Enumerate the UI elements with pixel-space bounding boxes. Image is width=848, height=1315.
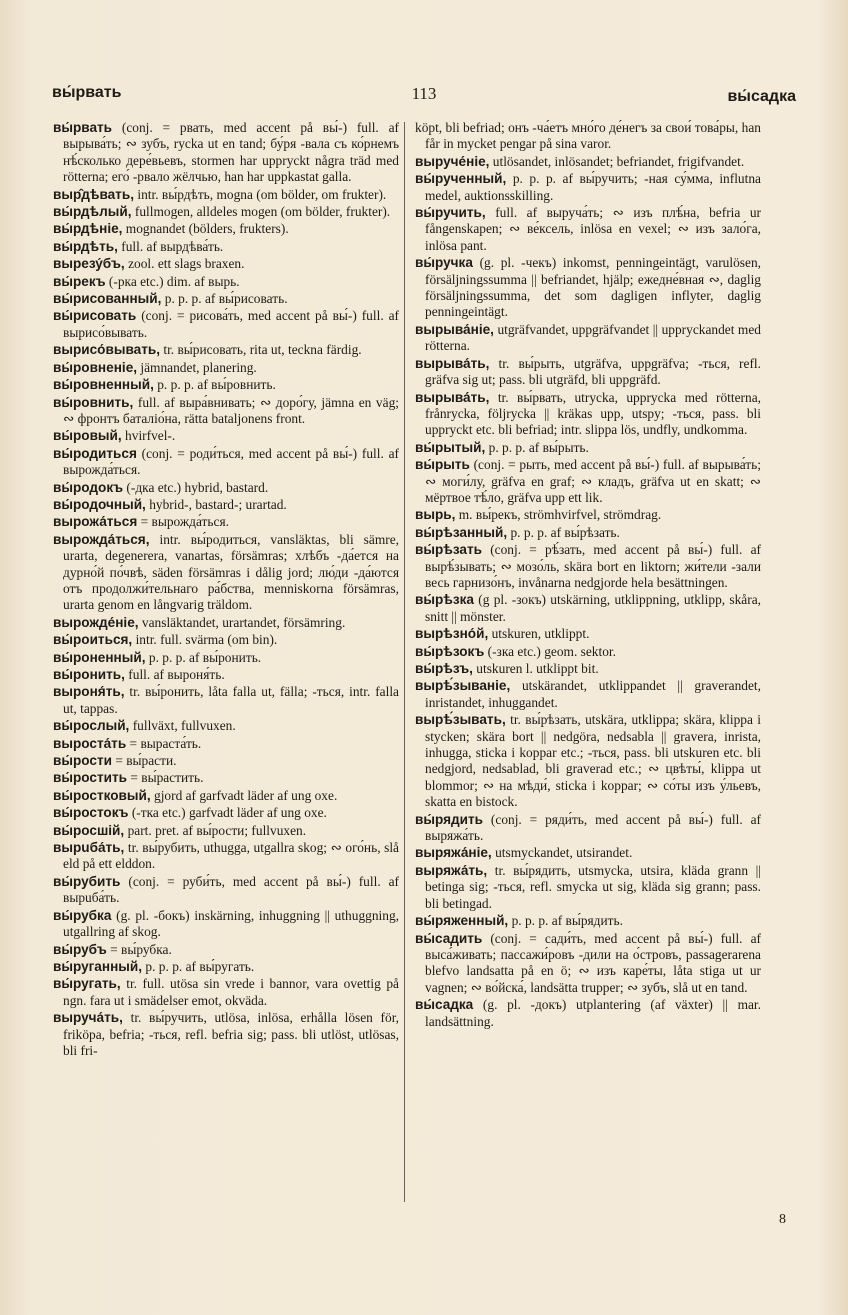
entry-headword: выряжа́ть,: [415, 862, 488, 878]
entry-headword: вы́рядить: [415, 811, 484, 827]
entry-definition: (conj. = роди́ться, med accent på вы́-) full. af вырожда́ться.: [63, 445, 399, 478]
dictionary-entry: [53, 256, 399, 272]
entry-definition: (g. pl. -чекъ) inkomst, penningeintägt, varulösen, försäljningssumma || befriandet, hjälp; ежедне́вная ∾, daglig försäljningssumma, det som dagligen inflyter, daglig penningeintägt.: [425, 255, 761, 320]
entry-headword: вы́ровненный,: [53, 377, 154, 393]
dictionary-entry: [53, 446, 399, 479]
entry-headword: выроста́ть: [53, 735, 127, 751]
entry-headword: вы́рдѣть,: [53, 238, 118, 254]
entry-definition: (-зка etc.) geom. sektor.: [487, 643, 616, 659]
entry-headword: вы́рекъ: [53, 273, 106, 289]
entry-definition: = выраста́ть.: [129, 735, 202, 751]
entry-headword: вы́рубка: [53, 907, 112, 923]
entry-headword: вы́ростокъ: [53, 805, 129, 821]
dictionary-entry: [53, 718, 399, 734]
entry-headword: вы́ровненіе,: [53, 359, 138, 375]
entry-definition: utskuren, utklippt.: [491, 626, 590, 642]
dictionary-entry: [415, 644, 761, 660]
dictionary-entry: [415, 255, 761, 321]
entry-definition: (conj. = руби́ть, med accent på вы́-) full. af вырuба́ть.: [63, 873, 399, 906]
entry-headword: вы́ручить,: [415, 205, 486, 221]
entry-headword: вы́рѣзанный,: [415, 524, 508, 540]
entry-definition: = вырожда́ться.: [140, 514, 229, 530]
dictionary-entry: [415, 171, 761, 204]
entry-headword: вы́рослый,: [53, 718, 130, 734]
entry-definition: full. af выруча́ть; ∾ изъ плѣ́на, befria ur fångenskapen; ∾ ве́ксель, inlösa en vexel; ∾ изъ зало́га, inlösa pant.: [425, 205, 761, 253]
dictionary-entry: [415, 542, 761, 591]
entry-definition: p. p. p. af вы́рѣзать.: [510, 524, 620, 540]
dictionary-entry: [53, 308, 399, 341]
entry-headword: вы́рисовать: [53, 308, 137, 324]
entry-definition: tr. вы́рисовать, rita ut, teckna färdig.: [163, 342, 362, 358]
dictionary-entry: [53, 615, 399, 631]
dictionary-entry: [415, 863, 761, 912]
entry-definition: p. p. p. af вы́рисовать.: [164, 291, 288, 307]
entry-definition: (-тка etc.) garfvadt läder af ung oxe.: [131, 805, 327, 821]
entry-headword: выр̂дѣвать,: [53, 186, 134, 202]
dictionary-entry: [53, 497, 399, 513]
dictionary-entry: [53, 667, 399, 683]
entry-definition: vansläktandet, urartandet, försämring.: [141, 614, 346, 630]
entry-definition: full. af вырдѣва́ть.: [121, 238, 224, 254]
entry-definition: zool. ett slags braxen.: [128, 256, 245, 272]
dictionary-entry: [53, 480, 399, 496]
dictionary-entry: [53, 632, 399, 648]
dictionary-entry: [53, 840, 399, 873]
entry-headword: вы́родокъ: [53, 479, 124, 495]
entry-definition: hybrid-, bastard-; urartad.: [149, 496, 287, 512]
entry-definition: p. p. p. af вы́рядить.: [511, 913, 623, 929]
entry-definition: gjord af garfvadt läder af ung oxe.: [154, 787, 338, 803]
entry-headword: вырезу́бъ,: [53, 256, 125, 272]
entry-definition: full. af выроня́ть.: [128, 667, 225, 682]
entry-headword: вы́роненный,: [53, 649, 146, 665]
dictionary-entry: [415, 913, 761, 929]
entry-definition: köpt, bli befriad; онъ -ча́етъ мно́го де́негъ за свои́ това́ры, han får in mycket pengar på sina varor.: [415, 120, 761, 152]
dictionary-entry: [53, 360, 399, 376]
dictionary-entry: [53, 187, 399, 203]
left-guide-word: вы́рвать: [52, 84, 122, 101]
entry-definition: tr. вы́рядить, utsmycka, utsira, kläda grann || betinga sig; -ться, refl. smycka ut sig, kläda sig grann; pass. bli betingad.: [425, 862, 761, 911]
dictionary-entry: [415, 812, 761, 845]
dictionary-entry: [415, 626, 761, 642]
entry-definition: part. pret. af вы́рости; fullvuxen.: [127, 822, 307, 838]
dictionary-entry: [53, 221, 399, 237]
dictionary-entry: [53, 204, 399, 220]
entry-headword: выроня́ть,: [53, 684, 125, 700]
entry-headword: вырѣзно́й,: [415, 626, 489, 642]
right-guide-word: вы́садка: [727, 88, 796, 105]
dictionary-entry: [53, 770, 399, 786]
entry-definition: = вы́рубка.: [110, 941, 172, 957]
dictionary-entry: [415, 154, 761, 170]
entry-headword: вы́рисованный,: [53, 291, 162, 307]
entry-definition: = вы́растить.: [130, 770, 204, 786]
dictionary-entry: [53, 942, 399, 958]
entry-definition: tr. вы́рубить, uthugga, utgallra skog; ∾ ого́нь, slå eld på ett elddon.: [63, 840, 399, 872]
entry-headword: вы́рубить: [53, 873, 121, 889]
entry-definition: (conj. = рыть, med accent på вы́-) full. af вырыва́ть; ∾ моги́лу, gräfva en graf; ∾ кладъ, gräfva ut en skatt; ∾ мёртвое тѣ́ло, gräfva upp ett lik.: [425, 457, 761, 505]
entry-headword: вырь,: [415, 507, 456, 523]
dictionary-entry: [53, 805, 399, 821]
entry-headword: вырыва́ніе,: [415, 321, 494, 337]
dictionary-entry: [415, 845, 761, 861]
entry-headword: вы́рдѣлый,: [53, 204, 132, 220]
entry-definition: intr. вы́родиться, vansläktas, bli sämre, urarta, degenerera, vanartas, försämras; хлѣбъ -да́ется на дурно́й по́чвѣ, säden försämras i dålig jord; лю́ди -да́ются отъ продолжи́тельнаго ра́бства, menniskorna försämras, urarta genom en långvarig träldom.: [63, 531, 399, 613]
entry-definition: utlösandet, inlösandet; befriandet, frigifvandet.: [492, 153, 745, 169]
entry-headword: вы́рости: [53, 753, 112, 769]
dictionary-entry: [415, 931, 761, 997]
dictionary-entry: [53, 736, 399, 752]
dictionary-entry: [53, 342, 399, 358]
entry-definition: (conj. = рисова́ть, med accent på вы́-) full. af вырисо́вывать.: [63, 308, 399, 340]
entry-definition: utgräfvandet, uppgräfvandet || uppryckandet med rötterna.: [425, 321, 761, 354]
entry-headword: вырисо́вывать,: [53, 342, 160, 358]
dictionary-entry: [415, 120, 761, 153]
entry-headword: вырѣ́зываніе,: [415, 678, 511, 694]
dictionary-entry: [415, 440, 761, 456]
entry-headword: вы́садить: [415, 930, 483, 946]
entry-definition: p. p. p. af вы́ручить; -ная су́мма, influtna medel, auktionsskilling.: [425, 171, 761, 203]
entry-definition: (-рка etc.) dim. af вырь.: [108, 273, 240, 289]
entry-headword: вырожде́ніе,: [53, 614, 139, 630]
entry-definition: p. p. p. af вы́ругать.: [145, 958, 255, 974]
entry-definition: (g pl. -зокъ) utskärning, utklippning, utklipp, skåra, snitt || mönster.: [425, 592, 761, 624]
entry-headword: вырыва́ть,: [415, 355, 490, 371]
dictionary-entry: [53, 428, 399, 444]
entry-headword: вы́ручка: [415, 255, 473, 271]
dictionary-entry: [415, 592, 761, 625]
entry-definition: fullmogen, alldeles mogen (om bölder, frukter).: [134, 204, 391, 220]
entry-definition: p. p. p. af вы́ровнить.: [157, 377, 276, 393]
dictionary-entry: [415, 661, 761, 677]
entry-definition: tr. вы́ронить, låta falla ut, fälla; -ться, intr. falla ut, tappas.: [63, 684, 399, 716]
dictionary-entry: [53, 753, 399, 769]
entry-headword: вы́росшій,: [53, 822, 125, 838]
dictionary-entry: [415, 457, 761, 506]
entry-headword: вы́ровнить,: [53, 394, 134, 410]
entry-definition: tr. вы́рыть, utgräfva, uppgräfva; -ться, refl. gräfva sig ut; pass. bli utgräfd, bli uppgräfd.: [425, 355, 761, 388]
entry-headword: вы́рѣзать: [415, 542, 482, 558]
entry-definition: intr. вы́рдѣть, mogna (om bölder, om frukter).: [137, 186, 387, 202]
dictionary-entry: [53, 514, 399, 530]
entry-definition: tr. full. utösa sin vrede i bannor, vara ovettig på ngn. fara ut i smädelser emot, okväda.: [63, 976, 399, 1008]
entry-headword: вы́рѣзка: [415, 592, 474, 608]
dictionary-entry: [415, 322, 761, 355]
entry-definition: mognandet (bölders, frukters).: [125, 221, 289, 237]
dictionary-entry: [53, 274, 399, 290]
entry-definition: full. af выра́внивать; ∾ доро́гу, jämna en väg; ∾ фронтъ баталіо́на, rätta bataljonens front.: [63, 394, 399, 426]
entry-definition: (conj. = рѣ́зать, med accent på вы́-) full. af вырѣ́зывать; ∾ мозо́ль, skära bort en liktorn; жи́тели -зали весь гарнизо́нъ, invånarna nedgjorde hela besättningen.: [425, 542, 761, 590]
entry-headword: вы́рученный,: [415, 171, 507, 187]
dictionary-entry: [415, 507, 761, 523]
dictionary-entry: [415, 205, 761, 254]
entry-headword: вы́ругать,: [53, 976, 121, 992]
entry-headword: вы́роиться,: [53, 632, 133, 648]
page-header: [52, 80, 796, 110]
dictionary-entry: [53, 788, 399, 804]
entry-headword: вы́садка: [415, 997, 474, 1013]
entry-headword: вы́рытый,: [415, 439, 486, 455]
dictionary-entry: [415, 678, 761, 711]
dictionary-entry: [53, 684, 399, 717]
entry-headword: вырожда́ться,: [53, 531, 150, 547]
dictionary-entry: [53, 120, 399, 186]
entry-definition: (g. pl. -бокъ) inskärning, inhuggning || uthuggning, utgallring af skog.: [63, 907, 399, 940]
entry-headword: вы́рѣзъ,: [415, 661, 473, 676]
dictionary-entry: [53, 239, 399, 255]
dictionary-entry: [53, 395, 399, 428]
dictionary-entry: [53, 532, 399, 614]
dictionary-entry: [415, 712, 761, 810]
entry-headword: вырожа́ться: [53, 514, 138, 530]
entry-headword: вы́рубъ: [53, 941, 107, 957]
entry-headword: выруча́ть,: [53, 1010, 123, 1026]
entry-headword: вы́ростковый,: [53, 787, 151, 803]
entry-definition: = вы́расти.: [115, 753, 177, 769]
entry-definition: tr. вы́рвать, utrycka, upprycka med rötterna, frånrycka, följrycka || kräkas upp, utspy; -ться, pass. bli uppryckt etc. bli befriad; intr. slippa lös, undfly, undkomma.: [425, 389, 761, 438]
column-divider: [404, 122, 405, 1202]
dictionary-entry: [53, 908, 399, 941]
dictionary-entry: [53, 291, 399, 307]
dictionary-entry: [415, 390, 761, 439]
right-column: [415, 120, 761, 1205]
entry-headword: вы́родиться: [53, 445, 137, 461]
entry-headword: вы́рвать: [53, 120, 113, 135]
dictionary-entry: [53, 650, 399, 666]
entry-definition: p. p. p. af вы́рыть.: [488, 439, 589, 455]
dictionary-entry: [53, 874, 399, 907]
dictionary-entry: [53, 976, 399, 1009]
entry-definition: hvirfvel-.: [125, 428, 176, 444]
entry-definition: (g. pl. -докъ) utplantering (af växter) || mar. landsättning.: [425, 997, 761, 1029]
entry-headword: выруче́ніе,: [415, 153, 490, 169]
entry-definition: intr. full. svärma (om bin).: [135, 632, 278, 648]
dictionary-entry: [53, 959, 399, 975]
dictionary-entry: [53, 823, 399, 839]
entry-definition: (conj. = рвать, med accent på вы́-) full. af вырыва́ть; ∾ зубъ, rycka ut en tand; бу́ря -вала съ ко́рнемъ нѣ́сколько дере́вьевъ, stormen har uppryckt några träd med rötterna; его́ -рвало жёлчью, han har uppkastat galla.: [63, 120, 399, 185]
entry-headword: вы́руганный,: [53, 958, 143, 974]
entry-definition: tr. вы́ручить, utlösa, inlösa, erhålla lösen för, friköpa, befria; -ться, refl. befria sig; pass. bli utlöst, utlösas, bli fri-: [63, 1010, 399, 1058]
dictionary-entry: [415, 525, 761, 541]
entry-headword: вы́ровый,: [53, 428, 122, 444]
entry-definition: utsmyckandet, utsirandet.: [495, 845, 633, 861]
entry-definition: utskärandet, utklippandet || graverandet, inristandet, inhuggandet.: [425, 678, 761, 710]
entry-headword: вы́рдѣніе,: [53, 221, 123, 237]
entry-definition: (-дка etc.) hybrid, bastard.: [126, 479, 269, 495]
entry-headword: вы́рѣзокъ: [415, 643, 485, 659]
dictionary-entry: [53, 1010, 399, 1059]
entry-headword: вырыва́ть,: [415, 389, 490, 405]
page-number: 113: [411, 84, 437, 103]
entry-definition: (conj. = ряди́ть, med accent på вы́-) full. af выряжа́ть.: [425, 811, 761, 844]
entry-headword: вы́рыть: [415, 457, 470, 473]
signature-mark: 8: [779, 1212, 786, 1227]
dictionary-entry: [415, 997, 761, 1030]
entry-headword: вырuба́ть,: [53, 840, 125, 856]
dictionary-entry: [53, 377, 399, 393]
entry-headword: вы́ростить: [53, 770, 127, 786]
left-column: [53, 120, 399, 1205]
entry-headword: вырѣ́зывать,: [415, 712, 506, 728]
entry-definition: jämnandet, planering.: [140, 359, 257, 375]
entry-definition: (conj. = сади́ть, med accent på вы́-) full. af выса́живать; пассажи́ровъ -дили на о́стровъ, passagerarena blefvo landsatta på en ö; ∾ изъ каре́ты, låta stiga ut ur vagnen; ∾ во́йска́, landsätta trupper; ∾ зубъ, slå ut en tand.: [425, 930, 761, 995]
entry-headword: вы́ронить,: [53, 667, 125, 682]
entry-definition: utskuren l. utklippt bit.: [476, 661, 599, 676]
entry-headword: вы́ряженный,: [415, 913, 509, 929]
entry-definition: p. p. p. af вы́ронить.: [148, 649, 262, 665]
entry-definition: fullväxt, fullvuxen.: [132, 718, 236, 734]
entry-headword: вы́родочный,: [53, 496, 146, 512]
entry-definition: tr. вы́рѣзать, utskära, utklippa; skära, klippa i stycken; skära bort || nedgöra, nedsabla || gravera, inrista, inhugga, sticka i koppar etc.; -ться, pass. bli utskuren etc. bli nedgjord, nedsablad, bli graverad etc.; ∾ цвѣты́, klippa ut blommor; ∾ на мѣди́, sticka i koppar; ∾ со́ты изъ у́льевъ, skatta en bistock.: [425, 712, 761, 810]
dictionary-entry: [415, 356, 761, 389]
entry-definition: m. вы́рекъ, strömhvirfvel, strömdrag.: [458, 507, 662, 523]
entry-headword: выряжа́ніе,: [415, 845, 492, 861]
